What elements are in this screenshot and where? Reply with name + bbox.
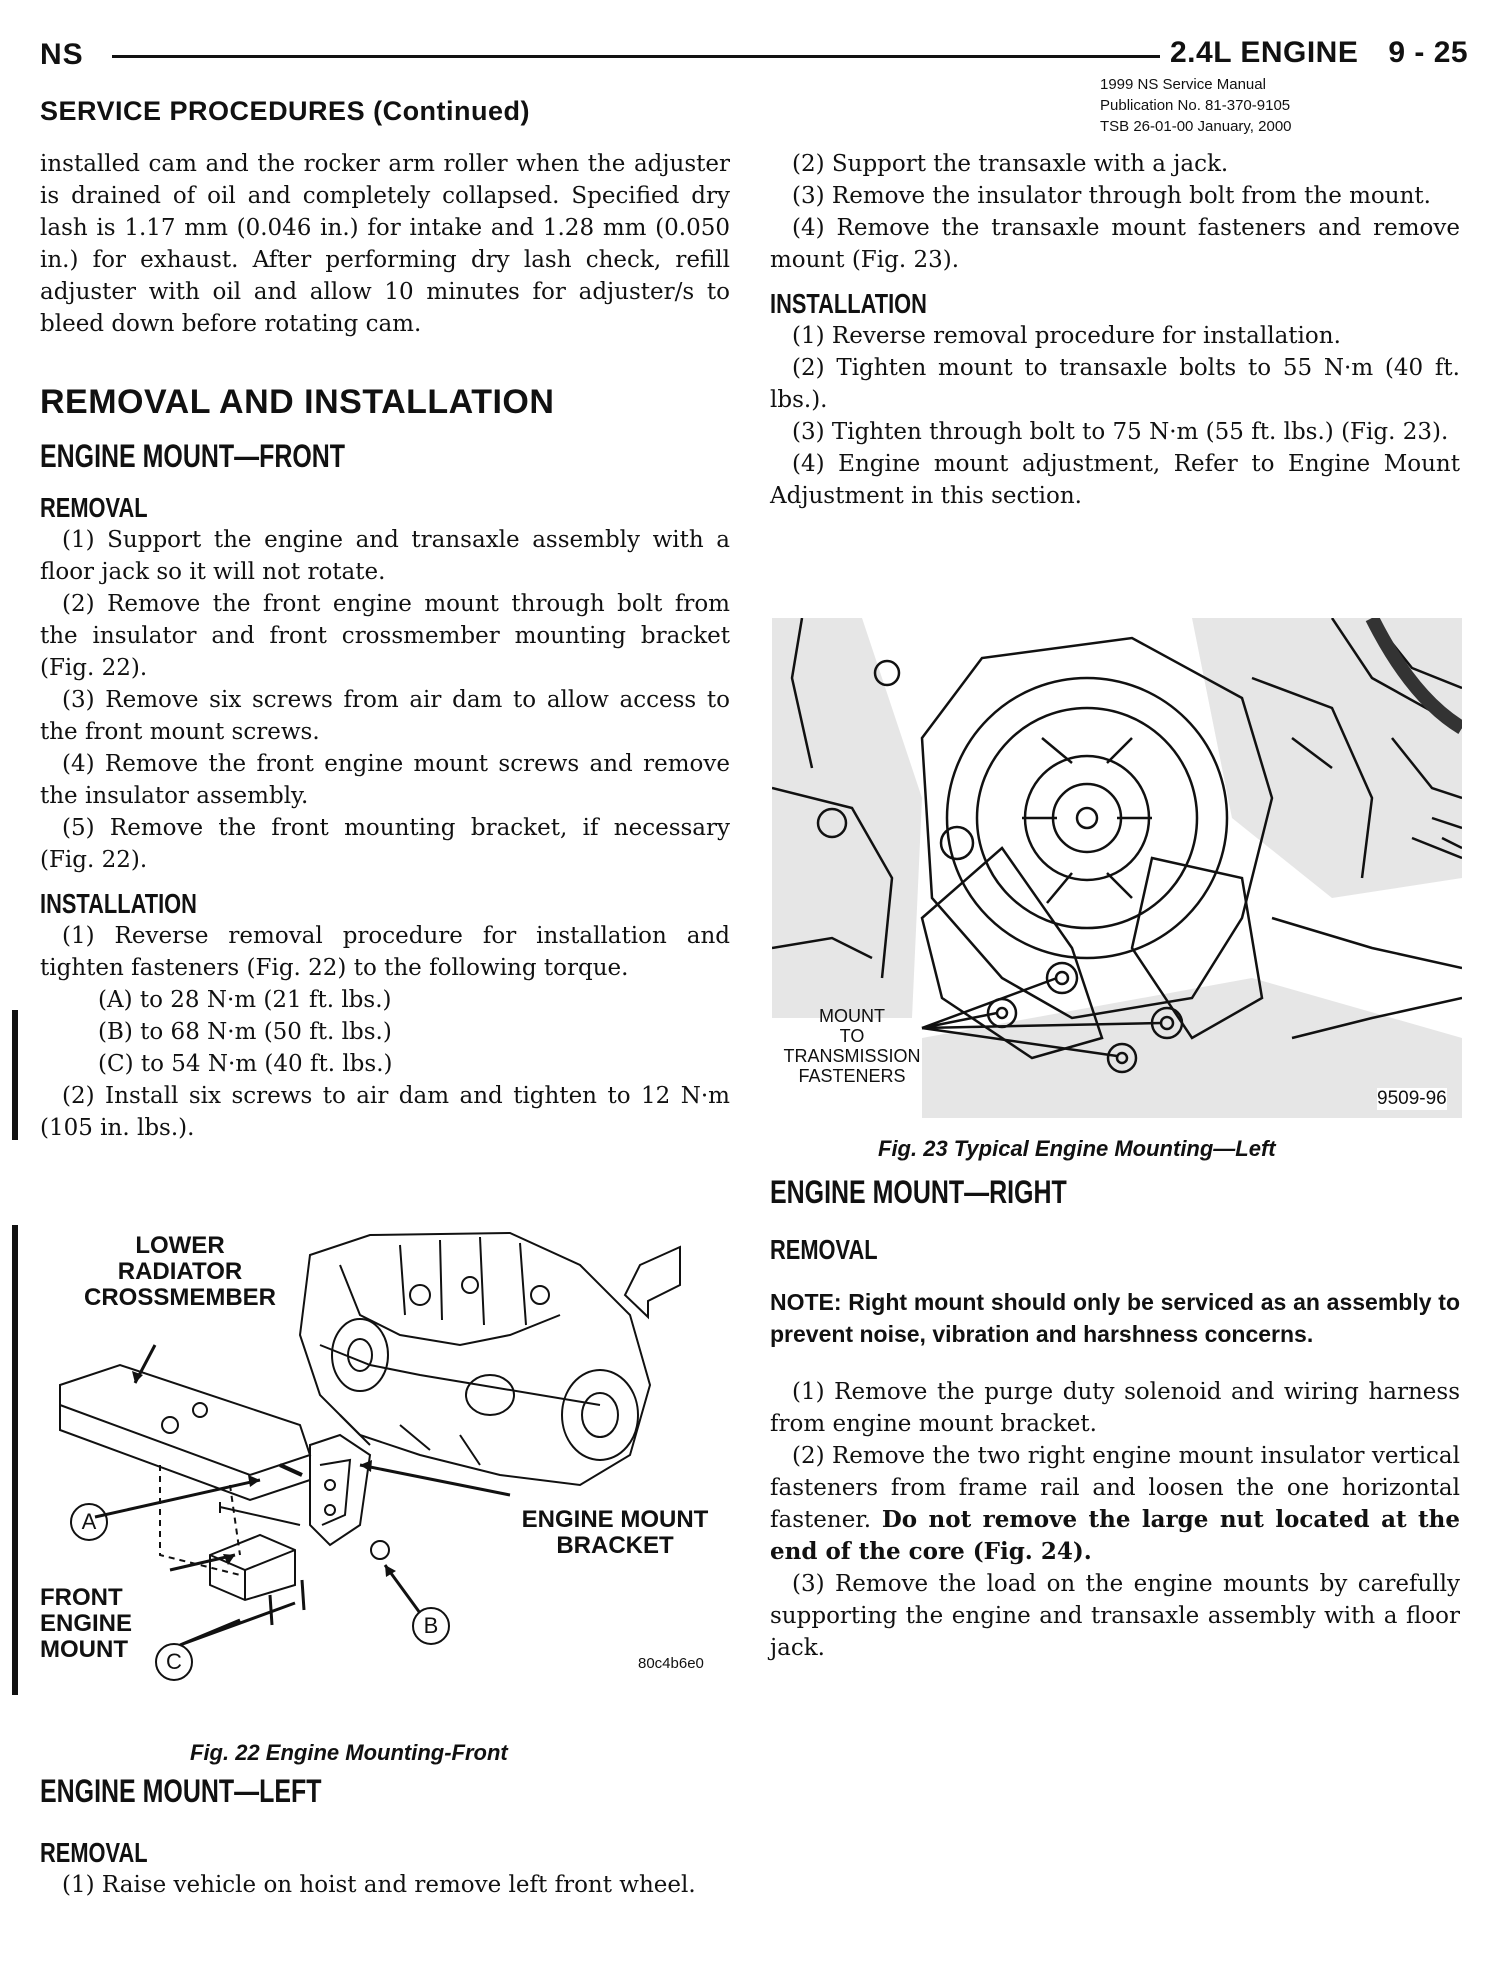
removal-step: (1) Support the engine and transaxle assembly with a floor jack so it will not rotate. (40, 527, 730, 585)
removal-step: (3) Remove the load on the engine mounts by carefully supporting the engine and transaxle assembly with a floor jack. (770, 1571, 1460, 1661)
torque-spec: (B) to 68 N·m (50 ft. lbs.) (98, 1019, 392, 1045)
figure-23-caption: Fig. 23 Typical Engine Mounting—Left (878, 1136, 1276, 1161)
label-line: MOUNT (40, 1636, 128, 1663)
header-rule (112, 55, 1160, 58)
removal-step: (4) Remove the transaxle mount fasteners and remove mount (Fig. 23). (770, 215, 1460, 273)
publication-info (1100, 74, 1292, 137)
removal-step: (2) Remove the front engine mount through bolt from the insulator and front crossmember mounting bracket (Fig. 22). (40, 591, 730, 681)
label-line: BRACKET (556, 1532, 674, 1559)
installation-step: (2) Install six screws to air dam and tighten to 12 N·m (105 in. lbs.). (40, 1083, 730, 1141)
label-line: ENGINE (40, 1610, 133, 1637)
right-column (770, 148, 1460, 512)
torque-spec: (C) to 54 N·m (40 ft. lbs.) (98, 1051, 393, 1077)
step-text: (2) Remove the two right engine mount insulator vertical fasteners from frame rail and loosen the one horizontal fastener. (770, 1443, 1460, 1533)
crossmember-label (80, 1233, 280, 1311)
removal-installation-heading: REMOVAL AND INSTALLATION (40, 383, 555, 421)
left-column-bottom (40, 1775, 730, 1901)
left-installation-heading: INSTALLATION (770, 288, 927, 319)
bracket-label (500, 1507, 730, 1559)
label-line: FASTENERS (798, 1066, 906, 1086)
removal-step: (2) Support the transaxle with a jack. (792, 151, 1229, 177)
figure-code: 80c4b6e0 (638, 1655, 704, 1672)
torque-spec: (A) to 28 N·m (21 ft. lbs.) (98, 987, 392, 1013)
callout-b: B (412, 1607, 450, 1645)
front-mount-label (40, 1585, 150, 1663)
publication-line: Publication No. 81-370-9105 (1100, 97, 1291, 114)
label-line: FRONT (40, 1584, 123, 1611)
figure-22 (40, 1225, 730, 1715)
label-line: TRANSMISSION (783, 1046, 921, 1066)
header-section-code: NS (40, 38, 84, 71)
left-removal-heading: REMOVAL (40, 1837, 148, 1868)
installation-step: (4) Engine mount adjustment, Refer to Engine Mount Adjustment in this section. (770, 451, 1460, 509)
header-page-number: 9 - 25 (1388, 36, 1469, 69)
installation-step: (3) Tighten through bolt to 75 N·m (55 ft. lbs.) (Fig. 23). (792, 419, 1449, 445)
right-removal-heading: REMOVAL (770, 1234, 878, 1265)
header-chapter-page (1170, 36, 1468, 70)
label-line: TO (839, 1026, 865, 1046)
removal-step: (1) Raise vehicle on hoist and remove left front wheel. (62, 1872, 696, 1898)
right-mount-heading: ENGINE MOUNT—RIGHT (770, 1174, 1067, 1210)
removal-step: (3) Remove six screws from air dam to allow access to the front mount screws. (40, 687, 730, 745)
label-line: LOWER (135, 1232, 225, 1259)
callout-c: C (155, 1643, 193, 1681)
right-column-bottom (770, 1176, 1460, 1664)
publication-line: TSB 26-01-00 January, 2000 (1100, 118, 1292, 135)
removal-step: (3) Remove the insulator through bolt from the mount. (792, 183, 1431, 209)
figure-22-caption: Fig. 22 Engine Mounting-Front (190, 1740, 508, 1765)
label-line: ENGINE MOUNT (521, 1506, 709, 1533)
left-column (40, 148, 730, 1144)
removal-step: (4) Remove the front engine mount screws and remove the insulator assembly. (40, 751, 730, 809)
publication-line: 1999 NS Service Manual (1100, 76, 1266, 93)
change-bar (12, 1225, 18, 1695)
removal-step: (1) Remove the purge duty solenoid and wiring harness from engine mount bracket. (770, 1379, 1460, 1437)
figure-23 (772, 618, 1462, 1118)
removal-step (770, 1440, 1460, 1568)
installation-step: (1) Reverse removal procedure for installation and tighten fasteners (Fig. 22) to the following torque. (40, 923, 730, 981)
figure-code: 9509-96 (1377, 1088, 1447, 1109)
installation-step: (1) Reverse removal procedure for installation. (792, 323, 1341, 349)
step-warning: Do not remove the large nut located at the end of the core (Fig. 24). (770, 1506, 1460, 1565)
fig23-fastener-label (772, 1006, 932, 1086)
service-note: NOTE: Right mount should only be serviced as an assembly to prevent noise, vibration and harshness concerns. (770, 1289, 1460, 1347)
front-installation-heading: INSTALLATION (40, 888, 197, 919)
change-bar (12, 1010, 18, 1140)
front-removal-heading: REMOVAL (40, 492, 148, 523)
label-line: CROSSMEMBER (83, 1284, 276, 1311)
callout-a: A (70, 1503, 108, 1541)
label-line: RADIATOR (117, 1258, 243, 1285)
installation-step: (2) Tighten mount to transaxle bolts to 55 N·m (40 ft. lbs.). (770, 355, 1460, 413)
front-mount-heading: ENGINE MOUNT—FRONT (40, 438, 346, 474)
intro-paragraph: installed cam and the rocker arm roller when the adjuster is drained of oil and completely collapsed. Specified dry lash is 1.17 mm (0.046 in.) for intake and 1.28 mm (0.050 in.) for exhaust. After performing dry lash check, refill adjuster with oil and allow 10 minutes for adjuster/s to bleed down before rotating cam. (40, 151, 730, 337)
label-line: MOUNT (819, 1006, 885, 1026)
header-chapter: 2.4L ENGINE (1170, 36, 1359, 69)
section-title: SERVICE PROCEDURES (Continued) (40, 96, 531, 126)
removal-step: (5) Remove the front mounting bracket, if necessary (Fig. 22). (40, 815, 730, 873)
left-mount-heading: ENGINE MOUNT—LEFT (40, 1773, 322, 1809)
